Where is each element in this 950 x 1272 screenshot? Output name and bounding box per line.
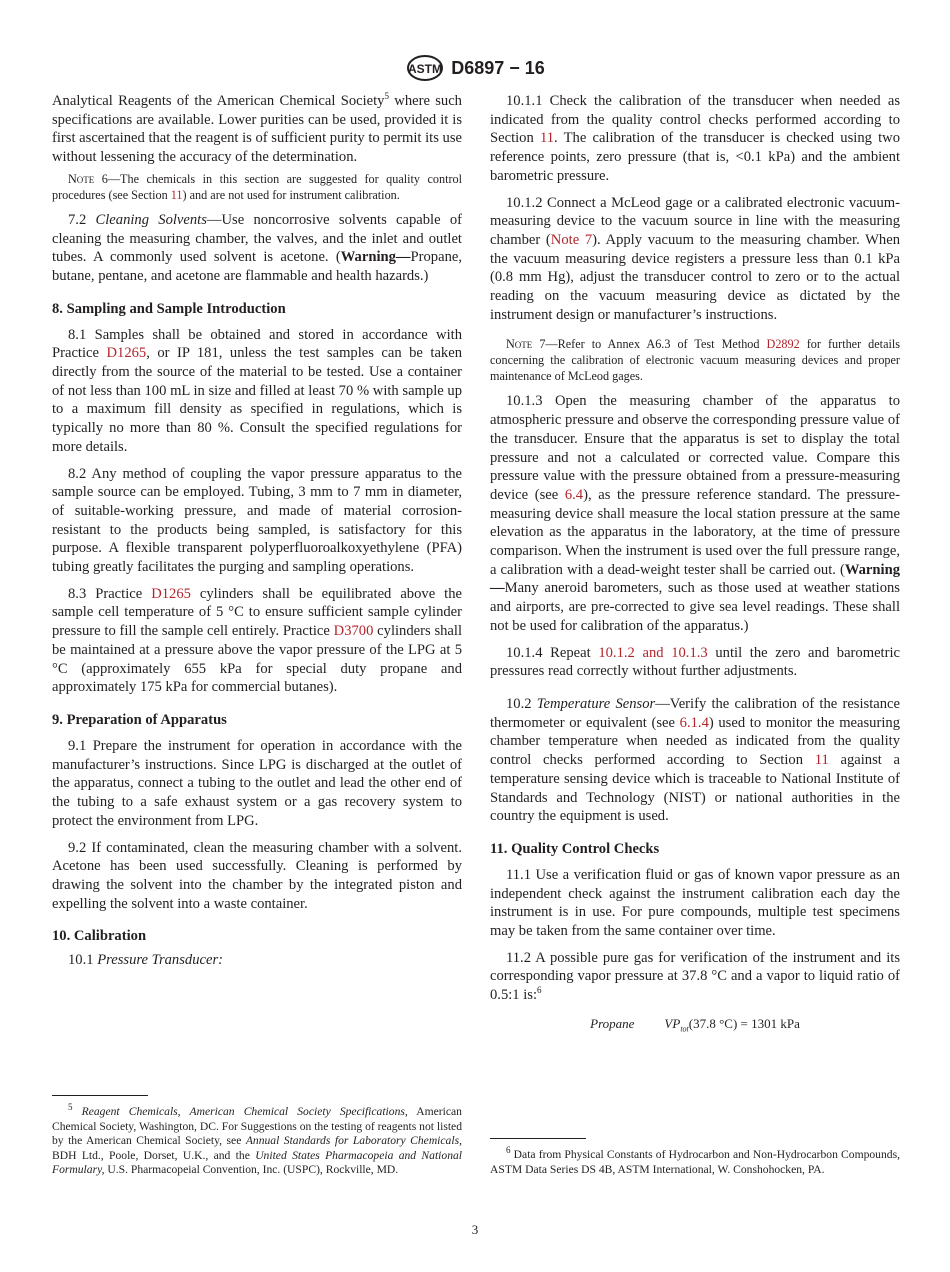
heading-section-10: 10. Calibration [52,928,147,945]
paragraph-10-2: 10.2 Temperature Sensor—Verify the calibration of the resistance thermometer or equivalent (see 6.1.4) used to monitor the measuring chamber temperature when needed as indicated from the quality control checks performed according to Section 11 against a temperature sensing device which is traceable to National Institute of Standards and Technology (NIST) or national authorities in the country the equipment is used. [490,695,900,825]
document-designation: D6897 − 16 [451,57,545,78]
note-6: Note 6—The chemicals in this section are suggested for quality control procedures (see Section 11) and are not used for instrument calibration. [52,171,462,202]
footnote-ref-5[interactable]: 5 [384,91,389,102]
heading-section-9: 9. Preparation of Apparatus [52,711,227,728]
page-number: 3 [471,1222,479,1237]
equation-propane-vp: Propane $VP_{tot}(37.8$ °C) = 1301 kPa [590,1015,800,1034]
paragraph-8-1: 8.1 Samples shall be obtained and stored in accordance with Practice D1265, or IP 181, unless the test samples can be taken directly from the source of the material to be tested. Use a container of not less than 100 mL in size and filled at least 70 % with sample up to a maximum fill density as specified in regulations, which is typically no more than 80 %. Consult the specified regulations for more details. [52,326,462,455]
paragraph-11-2: 11.2 A possible pure gas for verification of the instrument and its corresponding vapor pressure at 37.8 °C and a vapor to liquid ratio of 0.5:1 is:$^6$ [490,949,900,1004]
page-header [0,54,950,84]
left-column [52,92,462,978]
link-section-11[interactable]: 11 [814,752,829,769]
link-6-4[interactable]: 6.4 [564,486,584,503]
link-section-11[interactable]: 11 [539,130,555,147]
paragraph-9-1: 9.1 Prepare the instrument for operation in accordance with the manufacturer’s instructions. Since LPG is discharged at the outlet of the apparatus, connect a tubing to the outlet and lead the other end of the tubing to a safe exhaust system or a gas recovery system to protect the environment from LPG. [52,737,462,829]
footnote-5: $^5$ Reagent Chemicals, American Chemical Society Specifications, American Chemical Society, Washington, DC. For Suggestions on the testing of reagents not listed by the American Chemical Society, see Annual Standards for Laboratory Chemicals, BDH Ltd., Poole, Dorset, U.K., and the United States Pharmacopeia and National Formulary, U.S. Pharmacopeial Convention, Inc. (USPC), Rockville, MD. [52,1102,463,1176]
paragraph-10-1: 10.1 Pressure Transducer: [68,952,223,969]
paragraph-10-1-3: 10.1.3 Open the measuring chamber of the apparatus to atmospheric pressure and observe the corresponding pressure value of the transducer. Ensure that the apparatus is set to display the total pressure and not a calculated or corrected value. Compare this pressure value with the pressure obtained from a pressure-measuring device (see 6.4), as the pressure reference standard. The pressure-measuring device shall measure the local station pressure at the same elevation as the apparatus in the laboratory, at the time of pressure comparison. When the instrument is used over the full pressure range, a calibration with a dead-weight tester shall be carried out. (Warning—Many aneroid barometers, such as those used at weather stations and airports, are pre-corrected to give sea level readings. These shall not be used for calibration of the apparatus.) [490,393,900,634]
heading-section-11: 11. Quality Control Checks [490,840,660,857]
paragraph-9-2: 9.2 If contaminated, clean the measuring chamber with a solvent. Acetone has been used successfully. Cleaning is performed by drawing the solvent into the chamber by the integrated piston and expelling the solvent into a waste container. [52,839,462,912]
link-note-7[interactable]: Note 7 [550,231,593,248]
paragraph-10-1-1: 10.1.1 Check the calibration of the transducer when needed as indicated from the quality control checks performed according to Section 11. The calibration of the transducer is checked using two reference points, zero pressure (that is, <0.1 kPa) and the ambient barometric pressure. [490,93,900,184]
paragraph-10-1-4: 10.1.4 Repeat 10.1.2 and 10.1.3 until the zero and barometric pressures read correctly without further adjustments. [490,644,900,680]
paragraph-reagents: Analytical Reagents of the American Chemical Society$^5$ where such specifications are available. Lower purities can be used, provided it is first ascertained that the reagent is of sufficient purity to permit its use without lessening the accuracy of the determination. [52,91,462,166]
link-d1265[interactable]: D1265 [151,585,191,602]
paragraph-11-1: 11.1 Use a verification fluid or gas of known vapor pressure as an independent check against the instrument calibration each day the instrument is in use. For pure compounds, multiple test specimens may be taken from the same container over time. [490,866,900,940]
paragraph-8-2: 8.2 Any method of coupling the vapor pressure apparatus to the sample source can be employed. Tubing, 3 mm to 7 mm in diameter, of suitable-working pressure, and made of material corrosion-resistant to the products being sampled, is satisfactory for this purpose. A flexible transparent polyperfluoroalkoxyethylene (PFA) tubing greatly facilitates the purging and sampling operations. [52,465,462,576]
astm-logo-icon [405,54,445,82]
footnote-ref-6[interactable]: 6 [537,985,542,996]
link-d1265[interactable]: D1265 [106,345,147,362]
footnote-divider [490,1138,586,1139]
note-7: Note 7—Refer to Annex A6.3 of Test Method D2892 for further details concerning the calibration of electronic vacuum measuring devices and proper maintenance of McLeod gages. [490,337,900,384]
paragraph-10-1-2: 10.1.2 Connect a McLeod gage or a calibrated electronic vacuum-measuring device to the vacuum source in line with the measuring chamber (Note 7). Apply vacuum to the measuring chamber. When the vacuum measuring device registers a pressure less than 0.1 kPa (0.8 mm Hg), adjust the transducer control to zero or to the actual reading on the vacuum measuring device as dictated by the instrument design or manufacturer’s instructions. [490,194,900,323]
heading-section-8: 8. Sampling and Sample Introduction [52,300,286,317]
svg-text:ASTM: ASTM [408,62,443,76]
link-d3700[interactable]: D3700 [333,623,374,640]
footnote-divider [52,1095,148,1096]
footnote-6: $^6$ Data from Physical Constants of Hydrocarbon and Non-Hydrocarbon Compounds, ASTM Data Series DS 4B, ASTM International, W. Conshohocken, PA. [490,1145,900,1176]
link-10-1-2-and-10-1-3[interactable]: 10.1.2 and 10.1.3 [598,644,708,661]
paragraph-8-3: 8.3 Practice D1265 cylinders shall be equilibrated above the sample cell temperature of 5 °C to ensure sufficient sample cylinder pressure to fill the sample cell entirely. Practice D3700 cylinders shall be maintained at a pressure above the vapor pressure of the LPG at 5 °C (approximately 655 kPa for special duty propane and approximately 175 kPa for commercial butanes). [52,585,463,696]
link-section-11[interactable]: 11 [170,187,183,202]
right-column [490,92,900,1039]
paragraph-7-2: 7.2 Cleaning Solvents—Use noncorrosive solvents capable of cleaning the measuring chamber, the valves, and the inlet and outlet tubes. A commonly used solvent is acetone. (Warning—Propane, butane, pentane, and acetone are flammable and health hazards.) [52,211,463,284]
link-6-1-4[interactable]: 6.1.4 [679,714,709,731]
link-d2892[interactable]: D2892 [766,337,800,352]
